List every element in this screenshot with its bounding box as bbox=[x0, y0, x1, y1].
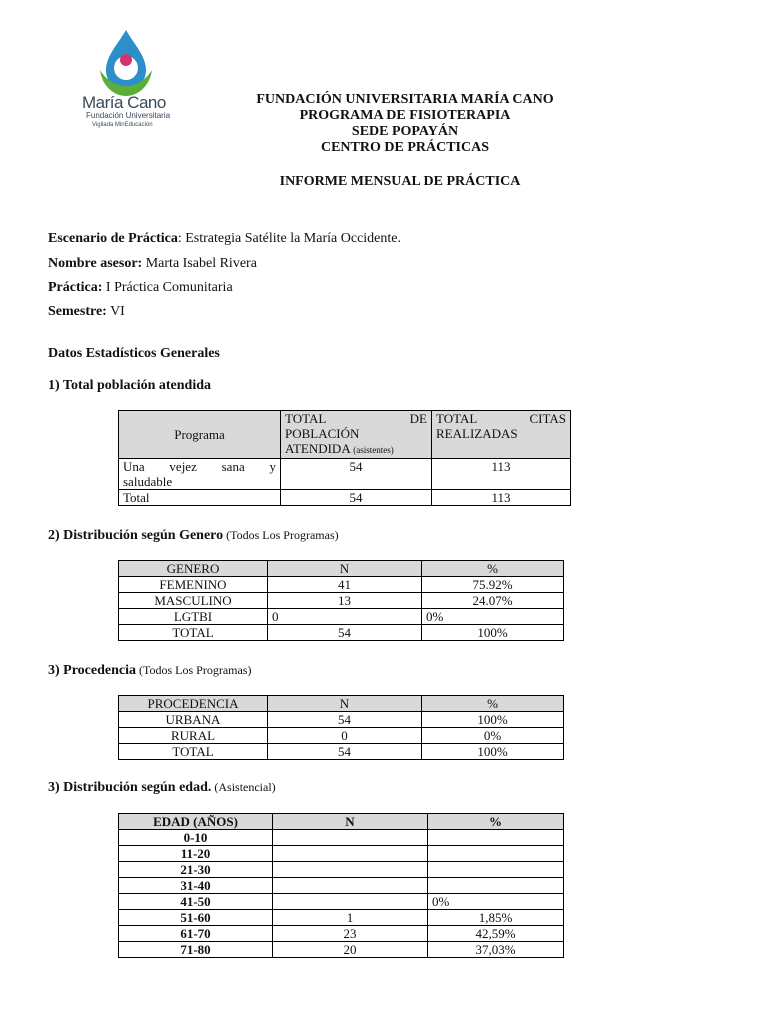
edad-cell: 41-50 bbox=[119, 894, 273, 910]
section-general: Datos Estadísticos Generales bbox=[48, 346, 220, 361]
escenario-label: Escenario de Práctica bbox=[48, 231, 178, 246]
percent-cell: 0% bbox=[422, 609, 564, 625]
table-row bbox=[119, 830, 564, 846]
n-cell bbox=[273, 894, 428, 910]
field-practica bbox=[48, 280, 233, 296]
poblacion-cell: 54 bbox=[281, 459, 432, 490]
document-header bbox=[200, 92, 610, 156]
table-edad bbox=[118, 813, 564, 958]
logo-subtitle: Fundación Universitaria bbox=[86, 111, 171, 120]
practica-value: I Práctica Comunitaria bbox=[102, 280, 233, 295]
header-genero: GENERO bbox=[119, 561, 268, 577]
escenario-value: : Estrategia Satélite la María Occidente. bbox=[177, 231, 401, 246]
section-3-title bbox=[48, 663, 251, 679]
table-row bbox=[119, 577, 564, 593]
table-row bbox=[119, 609, 564, 625]
header-line-3: SEDE POPAYÁN bbox=[351, 124, 459, 139]
n-cell: 54 bbox=[268, 625, 422, 641]
header-line-1: FUNDACIÓN UNIVERSITARIA MARÍA CANO bbox=[256, 92, 554, 107]
table-row bbox=[119, 846, 564, 862]
header-percent: % bbox=[422, 696, 564, 712]
table-row bbox=[119, 712, 564, 728]
percent-cell: 100% bbox=[422, 712, 564, 728]
header-n: N bbox=[268, 561, 422, 577]
logo-name: María Cano bbox=[82, 93, 166, 112]
field-escenario bbox=[48, 231, 401, 247]
percent-cell bbox=[428, 878, 564, 894]
h-total-c: POBLACIÓN bbox=[285, 426, 360, 441]
table-row bbox=[119, 862, 564, 878]
programa-cell bbox=[119, 459, 281, 490]
edad-cell: 51-60 bbox=[119, 910, 273, 926]
section-4-note: (Asistencial) bbox=[211, 780, 276, 794]
n-cell: 41 bbox=[268, 577, 422, 593]
header-line-2: PROGRAMA DE FISIOTERAPIA bbox=[299, 108, 511, 123]
h-total-e: (asistentes) bbox=[353, 445, 394, 455]
percent-cell bbox=[428, 846, 564, 862]
asesor-value: Marta Isabel Rivera bbox=[142, 256, 257, 271]
table-row bbox=[119, 942, 564, 958]
header-total-poblacion bbox=[281, 411, 432, 459]
table-row bbox=[119, 593, 564, 609]
table-row bbox=[119, 910, 564, 926]
h-citas-c: REALIZADAS bbox=[436, 426, 518, 441]
n-cell bbox=[273, 878, 428, 894]
section-1-title: 1) Total población atendida bbox=[48, 378, 211, 393]
semestre-value: VI bbox=[106, 304, 125, 319]
genero-cell: LGTBI bbox=[119, 609, 268, 625]
table-row bbox=[119, 926, 564, 942]
procedencia-cell: RURAL bbox=[119, 728, 268, 744]
total-citas-cell: 113 bbox=[432, 490, 571, 506]
header-programa: Programa bbox=[119, 411, 281, 459]
table-procedencia bbox=[118, 695, 564, 760]
percent-cell bbox=[428, 830, 564, 846]
table-header-row bbox=[119, 411, 571, 459]
programa-line-2: saludable bbox=[123, 474, 173, 489]
semestre-label: Semestre: bbox=[48, 304, 107, 319]
edad-cell: 21-30 bbox=[119, 862, 273, 878]
table-genero bbox=[118, 560, 564, 641]
n-cell bbox=[273, 862, 428, 878]
table-row bbox=[119, 625, 564, 641]
procedencia-cell: TOTAL bbox=[119, 744, 268, 760]
section-2-title bbox=[48, 528, 339, 544]
n-cell: 0 bbox=[268, 609, 422, 625]
table-row bbox=[119, 490, 571, 506]
table-row bbox=[119, 728, 564, 744]
percent-cell: 42,59% bbox=[428, 926, 564, 942]
header-percent: % bbox=[422, 561, 564, 577]
table-poblacion bbox=[118, 410, 571, 506]
practica-label: Práctica: bbox=[48, 280, 103, 295]
table-header-row bbox=[119, 814, 564, 830]
table-header-row bbox=[119, 561, 564, 577]
header-edad: EDAD (AÑOS) bbox=[119, 814, 273, 830]
edad-cell: 31-40 bbox=[119, 878, 273, 894]
edad-cell: 11-20 bbox=[119, 846, 273, 862]
n-cell: 1 bbox=[273, 910, 428, 926]
header-procedencia: PROCEDENCIA bbox=[119, 696, 268, 712]
header-total-citas bbox=[432, 411, 571, 459]
header-line-4: CENTRO DE PRÁCTICAS bbox=[320, 140, 490, 155]
programa-line-1: Una vejez sana y bbox=[123, 459, 276, 474]
citas-cell: 113 bbox=[432, 459, 571, 490]
section-3-label: 3) Procedencia bbox=[48, 663, 136, 678]
h-citas-b: CITAS bbox=[529, 411, 566, 426]
total-label-cell: Total bbox=[119, 490, 281, 506]
h-citas-a: TOTAL bbox=[436, 411, 477, 426]
n-cell: 54 bbox=[268, 712, 422, 728]
section-2-label: 2) Distribución según Genero bbox=[48, 528, 224, 543]
report-title: INFORME MENSUAL DE PRÁCTICA bbox=[279, 174, 521, 189]
percent-cell: 1,85% bbox=[428, 910, 564, 926]
percent-cell: 0% bbox=[422, 728, 564, 744]
percent-cell bbox=[428, 862, 564, 878]
percent-cell: 100% bbox=[422, 625, 564, 641]
table-row bbox=[119, 894, 564, 910]
asesor-label: Nombre asesor: bbox=[48, 256, 143, 271]
n-cell: 0 bbox=[268, 728, 422, 744]
header-n: N bbox=[273, 814, 428, 830]
genero-cell: TOTAL bbox=[119, 625, 268, 641]
table-row bbox=[119, 878, 564, 894]
genero-cell: MASCULINO bbox=[119, 593, 268, 609]
section-4-label: 3) Distribución según edad. bbox=[48, 780, 212, 795]
table-header-row bbox=[119, 696, 564, 712]
procedencia-cell: URBANA bbox=[119, 712, 268, 728]
section-4-title bbox=[48, 780, 276, 796]
genero-cell: FEMENINO bbox=[119, 577, 268, 593]
h-total-b: DE bbox=[409, 411, 427, 426]
h-total-a: TOTAL bbox=[285, 411, 326, 426]
edad-cell: 0-10 bbox=[119, 830, 273, 846]
percent-cell: 24.07% bbox=[422, 593, 564, 609]
total-poblacion-cell: 54 bbox=[281, 490, 432, 506]
field-asesor bbox=[48, 256, 257, 272]
logo-tagline: Vigilada MinEducación bbox=[92, 122, 153, 128]
edad-cell: 71-80 bbox=[119, 942, 273, 958]
field-semestre bbox=[48, 304, 125, 320]
n-cell: 20 bbox=[273, 942, 428, 958]
table-row bbox=[119, 459, 571, 490]
n-cell bbox=[273, 830, 428, 846]
table-row bbox=[119, 744, 564, 760]
percent-cell: 75.92% bbox=[422, 577, 564, 593]
header-n: N bbox=[268, 696, 422, 712]
section-3-note: (Todos Los Programas) bbox=[136, 663, 252, 677]
percent-cell: 37,03% bbox=[428, 942, 564, 958]
n-cell: 23 bbox=[273, 926, 428, 942]
edad-cell: 61-70 bbox=[119, 926, 273, 942]
header-percent: % bbox=[428, 814, 564, 830]
percent-cell: 0% bbox=[428, 894, 564, 910]
h-total-d: ATENDIDA bbox=[285, 441, 350, 456]
percent-cell: 100% bbox=[422, 744, 564, 760]
n-cell: 54 bbox=[268, 744, 422, 760]
n-cell: 13 bbox=[268, 593, 422, 609]
n-cell bbox=[273, 846, 428, 862]
section-2-note: (Todos Los Programas) bbox=[223, 528, 339, 542]
